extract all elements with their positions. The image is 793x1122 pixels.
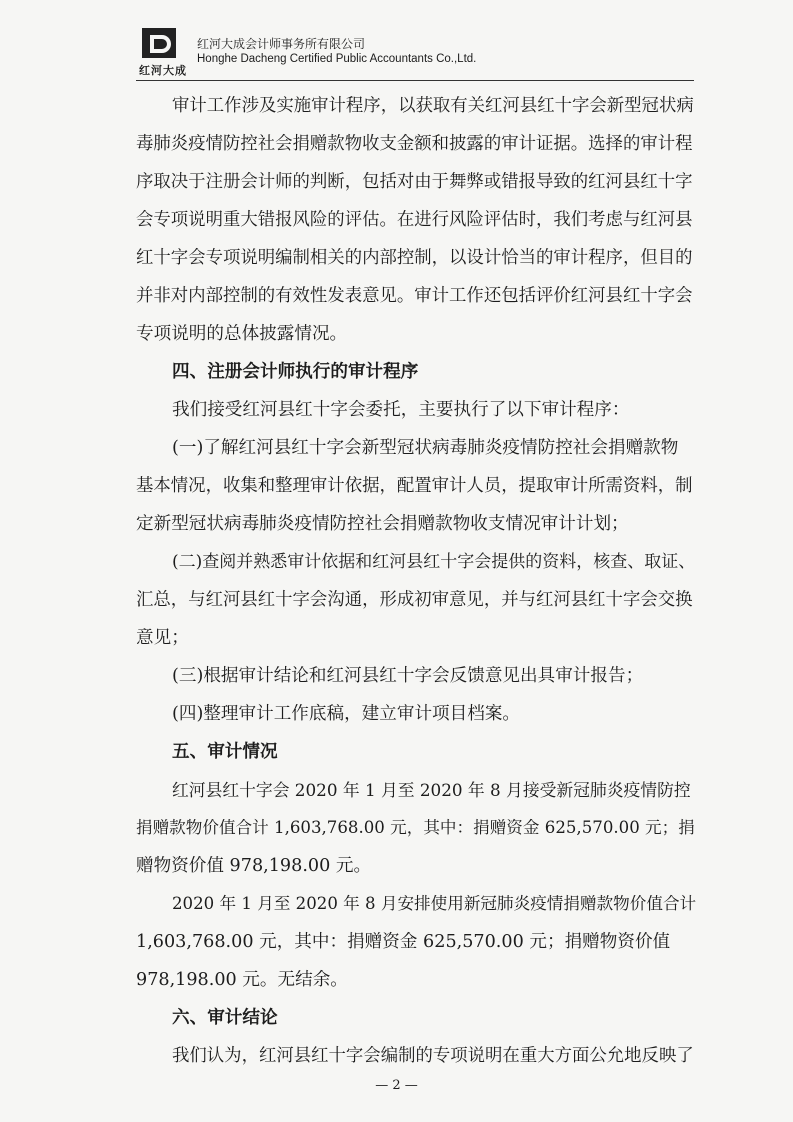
body-line: 赠物资价值 978,198.00 元。 [136,856,372,876]
header-rule [136,80,694,81]
letterhead [136,24,696,80]
body-line: 基本情况，收集和整理审计依据，配置审计人员，提取审计所需资料，制 [136,476,693,496]
body-line: 专项说明的总体披露情况。 [136,324,348,344]
body-line: 2020 年 1 月至 2020 年 8 月安排使用新冠肺炎疫情捐赠款物价值合计 [172,894,697,913]
body-line: (一)了解红河县红十字会新型冠状病毒肺炎疫情防控社会捐赠款物 [172,438,679,458]
body-line: 红十字会专项说明编制相关的内部控制，以设计恰当的审计程序，但目的 [136,248,693,268]
firm-name-cn: 红河大成会计师事务所有限公司 [197,37,366,51]
body-line: 978,198.00 元。无结余。 [136,970,348,990]
body-line: (四)整理审计工作底稿，建立审计项目档案。 [172,704,521,724]
body-line: (三)根据审计结论和红河县红十字会反馈意见出具审计报告； [172,666,644,686]
section-heading-4: 四、注册会计师执行的审计程序 [172,362,419,382]
body-line: (二)查阅并熟悉审计依据和红河县红十字会提供的资料，核查、取证、 [172,552,696,572]
body-line: 我们接受红河县红十字会委托，主要执行了以下审计程序： [172,400,630,420]
logo-text: 红河大成 [139,64,187,77]
body-line: 我们认为，红河县红十字会编制的专项说明在重大方面公允地反映了 [172,1046,694,1066]
firm-name-en: Honghe Dacheng Certified Public Accountants Co.,Ltd. [197,53,477,65]
body-line: 审计工作涉及实施审计程序，以获取有关红河县红十字会新型冠状病 [172,96,694,116]
section-heading-5: 五、审计情况 [172,742,278,762]
body-line: 会专项说明重大错报风险的评估。在进行风险评估时，我们考虑与红河县 [136,210,693,230]
body-line: 捐赠款物价值合计 1,603,768.00 元，其中：捐赠资金 625,570.00 元；捐 [136,818,695,837]
page-number: — 2 — [375,1078,418,1093]
body-line: 并非对内部控制的有效性发表意见。审计工作还包括评价红河县红十字会 [136,286,693,306]
body-line: 定新型冠状病毒肺炎疫情防控社会捐赠款物收支情况审计计划； [136,514,629,534]
body-line: 毒肺炎疫情防控社会捐赠款物收支金额和披露的审计证据。选择的审计程 [136,134,693,154]
body-line: 汇总，与红河县红十字会沟通，形成初审意见，并与红河县红十字会交换 [136,590,693,610]
body-line: 序取决于注册会计师的判断，包括对由于舞弊或错报导致的红河县红十字 [136,172,693,192]
section-heading-6: 六、审计结论 [172,1008,278,1028]
body-line: 红河县红十字会 2020 年 1 月至 2020 年 8 月接受新冠肺炎疫情防控 [172,780,691,800]
body-line: 意见； [136,628,189,648]
body-line: 1,603,768.00 元，其中：捐赠资金 625,570.00 元；捐赠物资价值 [136,932,671,952]
